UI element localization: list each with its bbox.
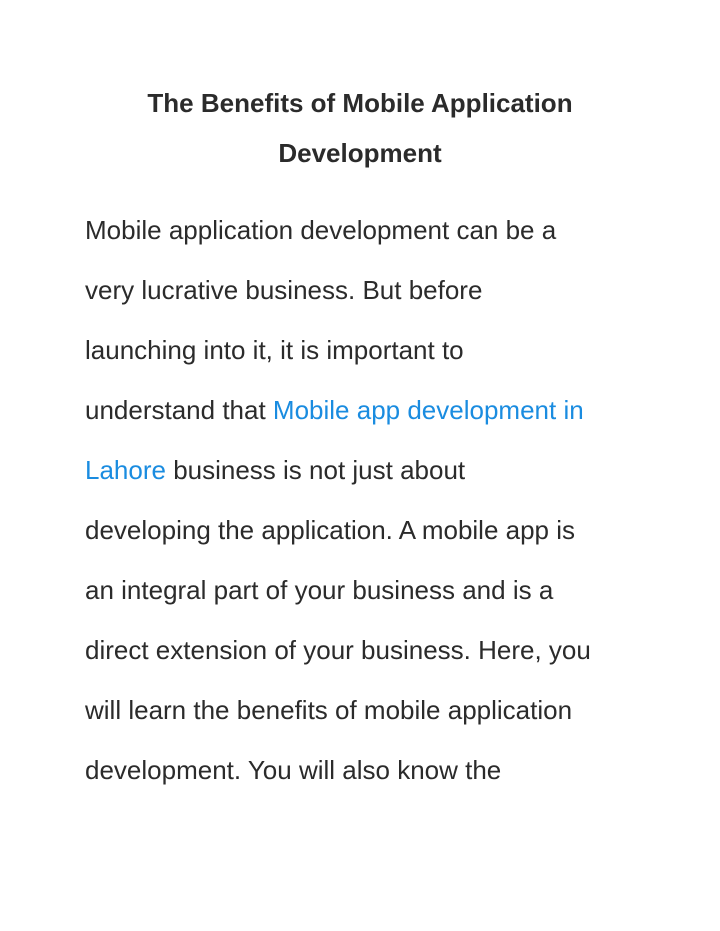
paragraph-line: Mobile application development can be a: [85, 215, 557, 245]
mobile-app-development-link-continued[interactable]: Lahore: [85, 455, 166, 485]
paragraph-line-with-link: [85, 380, 645, 440]
paragraph-line: will learn the benefits of mobile application: [85, 695, 573, 725]
paragraph-line: developing the application. A mobile app is: [85, 515, 576, 545]
document-title: [60, 78, 660, 178]
paragraph-text: business is not just about: [165, 455, 466, 485]
paragraph-line-with-link: [85, 440, 645, 500]
paragraph-line: very lucrative business. But before: [85, 275, 483, 305]
paragraph-line: an integral part of your business and is a: [85, 575, 554, 605]
paragraph-line: launching into it, it is important to: [85, 335, 464, 365]
paragraph-text: understand that: [85, 395, 273, 425]
paragraph-line: direct extension of your business. Here, you: [85, 635, 591, 665]
title-line-1: The Benefits of Mobile Application: [147, 88, 573, 118]
mobile-app-development-link[interactable]: Mobile app development in: [272, 395, 584, 425]
title-line-2: Development: [278, 138, 442, 168]
paragraph-line: development. You will also know the: [85, 755, 502, 785]
body-paragraph: [85, 200, 645, 800]
